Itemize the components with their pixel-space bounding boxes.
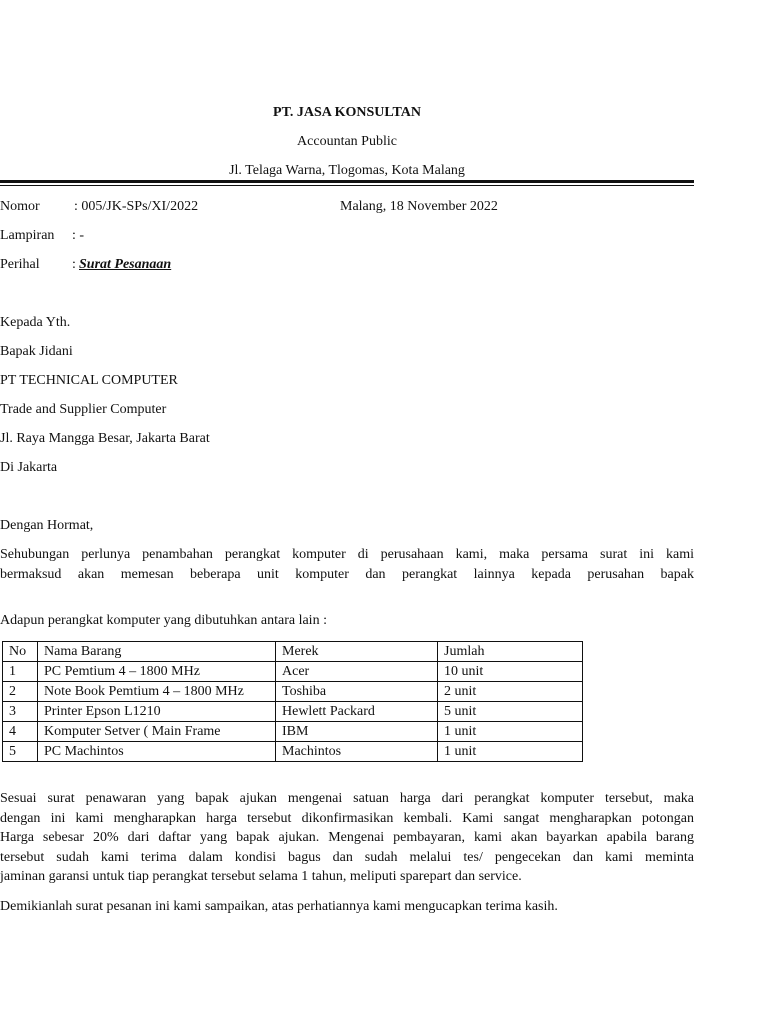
lampiran-label: Lampiran [0, 228, 55, 243]
letter-date: Malang, 18 November 2022 [340, 199, 498, 214]
table-header-row [3, 642, 583, 662]
cell-merek: Hewlett Packard [276, 702, 438, 722]
paragraph-2-line-1: Sesuai surat penawaran yang bapak ajukan mengenai satuan harga dari perangkat komputer tersebut, maka [0, 791, 694, 806]
paragraph-1-line-1: Sehubungan perlunya penambahan perangkat komputer di perusahaan kami, maka persama surat ini kami [0, 547, 694, 562]
closing-sentence: Demikianlah surat pesanan ini kami sampaikan, atas perhatiannya kami mengucapkan terima kasih. [0, 899, 558, 914]
header-nama: Nama Barang [38, 642, 276, 662]
paragraph-1 [0, 545, 694, 584]
perihal-value: Surat Pesanaan [79, 257, 172, 272]
nomor-value: : 005/JK-SPs/XI/2022 [74, 199, 199, 214]
cell-merek: Toshiba [276, 682, 438, 702]
cell-jumlah: 1 unit [438, 742, 583, 762]
letterhead-rule-thick [0, 180, 694, 183]
cell-no: 2 [3, 682, 38, 702]
cell-jumlah: 2 unit [438, 682, 583, 702]
company-subtitle: Accountan Public [297, 134, 397, 149]
table-row [3, 742, 583, 762]
recipient-line-3: PT TECHNICAL COMPUTER [0, 373, 178, 388]
cell-nama: PC Pemtium 4 – 1800 MHz [38, 662, 276, 682]
cell-nama: Note Book Pemtium 4 – 1800 MHz [38, 682, 276, 702]
perihal-colon: : [72, 257, 76, 272]
cell-jumlah: 10 unit [438, 662, 583, 682]
cell-merek: Acer [276, 662, 438, 682]
company-address: Jl. Telaga Warna, Tlogomas, Kota Malang [229, 163, 465, 178]
table-intro: Adapun perangkat komputer yang dibutuhkan antara lain : [0, 613, 327, 628]
company-name: PT. JASA KONSULTAN [273, 105, 421, 120]
recipient-line-6: Di Jakarta [0, 460, 58, 475]
cell-merek: IBM [276, 722, 438, 742]
paragraph-1-line-2: bermaksud akan memesan beberapa unit komputer dan perangkat lainnya kepada perusahan bapak [0, 566, 694, 582]
table-row [3, 682, 583, 702]
lampiran-value: : - [72, 228, 85, 243]
table-row [3, 662, 583, 682]
paragraph-2-line-2: dengan ini kami mengharapkan harga tersebut dikonfirmasikan kembali. Kami sangat mengharapkan potongan [0, 810, 694, 826]
letterhead-rule-thin [0, 185, 694, 186]
cell-no: 4 [3, 722, 38, 742]
cell-merek: Machintos [276, 742, 438, 762]
table-row [3, 722, 583, 742]
recipient-line-2: Bapak Jidani [0, 344, 73, 359]
cell-nama: Komputer Setver ( Main Frame [38, 722, 276, 742]
recipient-line-1: Kepada Yth. [0, 315, 71, 330]
cell-no: 3 [3, 702, 38, 722]
greeting: Dengan Hormat, [0, 518, 94, 533]
items-table [2, 641, 583, 762]
cell-no: 1 [3, 662, 38, 682]
cell-nama: PC Machintos [38, 742, 276, 762]
header-no: No [3, 642, 38, 662]
header-merek: Merek [276, 642, 438, 662]
paragraph-2 [0, 789, 694, 887]
cell-jumlah: 1 unit [438, 722, 583, 742]
cell-no: 5 [3, 742, 38, 762]
nomor-label: Nomor [0, 199, 40, 214]
paragraph-2-line-5: jaminan garansi untuk tiap perangkat tersebut selama 1 tahun, meliputi sparepart dan service. [0, 869, 522, 884]
paragraph-2-line-4: tersebut sudah kami terima dalam kondisi bagus dan sudah melalui tes/ pengecekan dan kami meminta [0, 849, 694, 865]
recipient-line-4: Trade and Supplier Computer [0, 402, 167, 417]
header-jumlah: Jumlah [438, 642, 583, 662]
cell-nama: Printer Epson L1210 [38, 702, 276, 722]
perihal-label: Perihal [0, 257, 40, 272]
paragraph-2-line-3: Harga sebesar 20% dari daftar yang bapak ajukan. Mengenai pembayaran, kami akan bayarkan apabila barang [0, 830, 694, 845]
table-row [3, 702, 583, 722]
cell-jumlah: 5 unit [438, 702, 583, 722]
recipient-line-5: Jl. Raya Mangga Besar, Jakarta Barat [0, 431, 210, 446]
